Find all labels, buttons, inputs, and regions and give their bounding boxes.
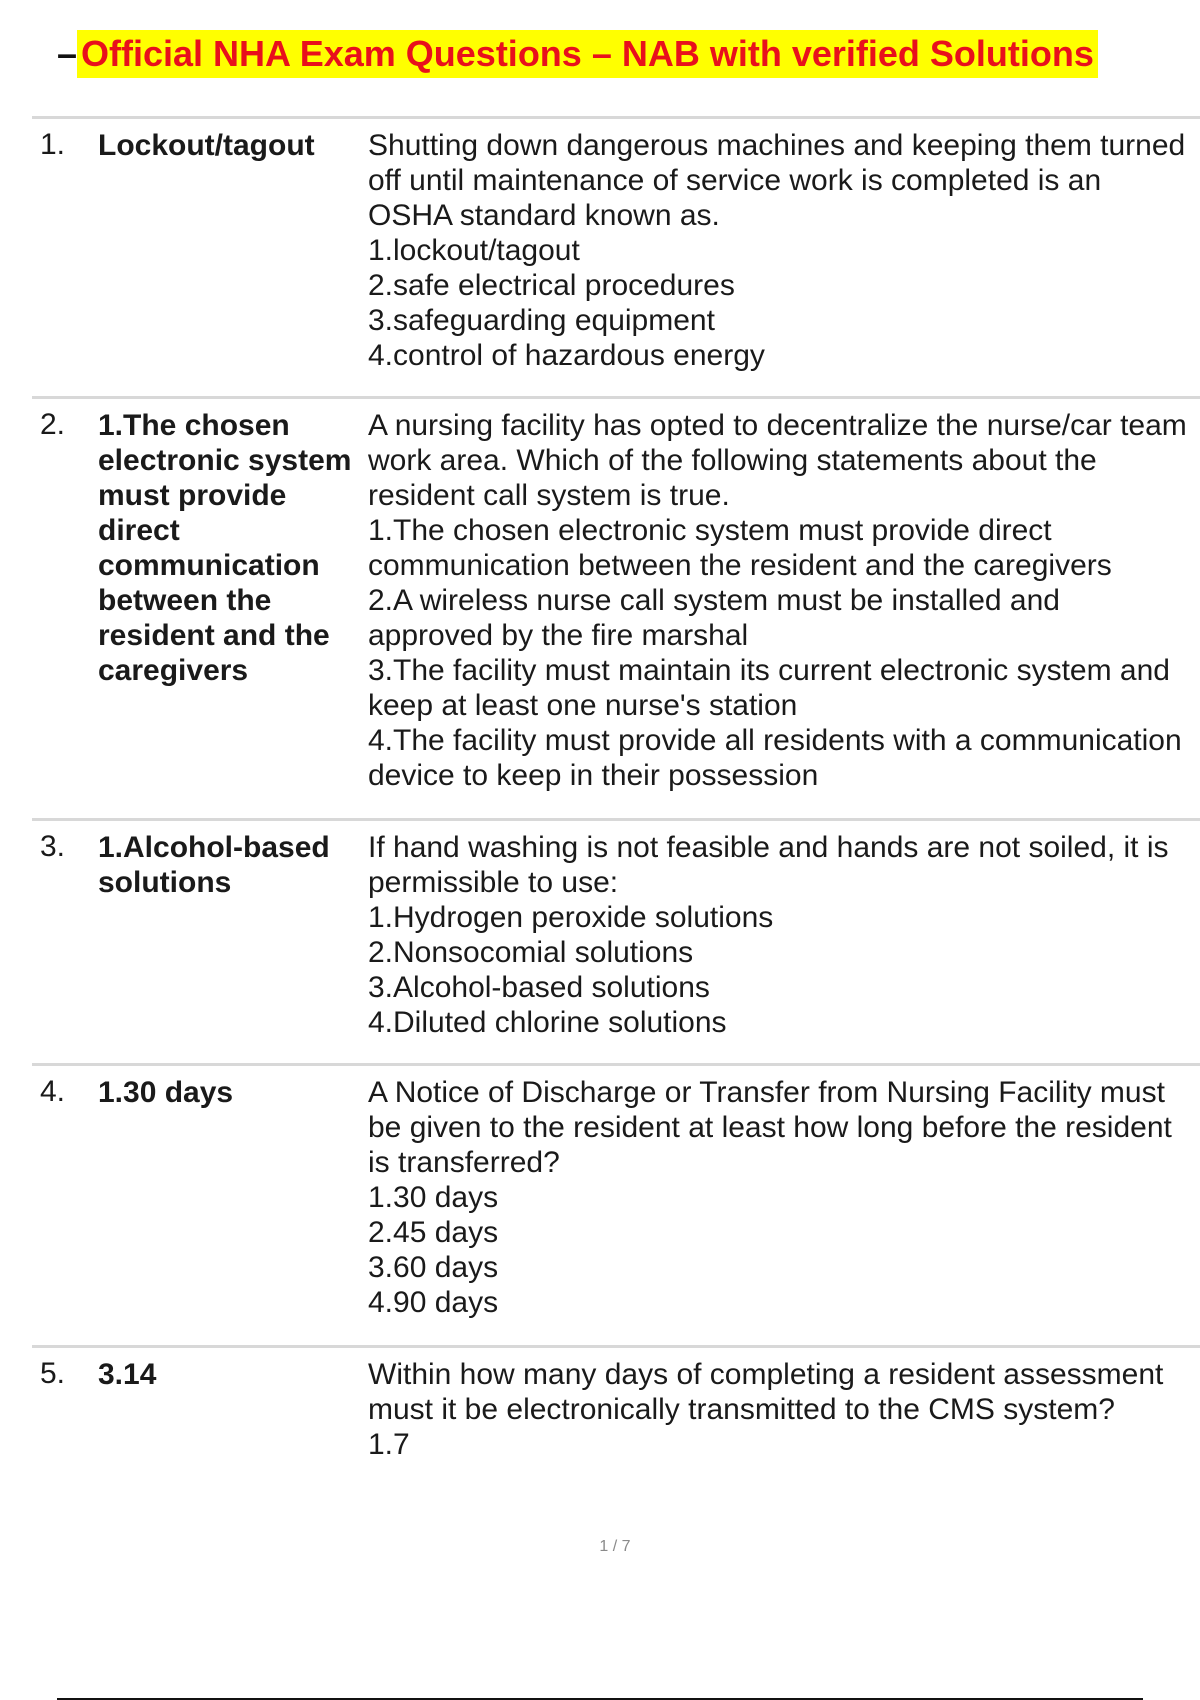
option-item: 1.The chosen electronic system must provide direct communication between the resident and the caregivers	[368, 514, 1112, 582]
row-number: 4.	[40, 1075, 66, 1108]
question-text: A Notice of Discharge or Transfer from Nursing Facility must be given to the resident at least how long before the resident is transferred?	[368, 1076, 1172, 1179]
option-list	[368, 1180, 1190, 1320]
answer-term: 3.14	[98, 1358, 157, 1391]
answer-term: Lockout/tagout	[98, 129, 315, 162]
option-item: 2.safe electrical procedures	[368, 269, 735, 302]
option-item: 4.90 days	[368, 1286, 499, 1319]
option-list	[368, 513, 1190, 793]
document-title: Official NHA Exam Questions – NAB with verified Solutions	[77, 30, 1098, 78]
row-number: 3.	[40, 830, 66, 863]
option-item: 3.safeguarding equipment	[368, 304, 715, 337]
row-number: 1.	[40, 128, 66, 161]
qa-row-1	[32, 116, 1200, 396]
question-block	[368, 1075, 1190, 1345]
option-item: 4.control of hazardous energy	[368, 339, 765, 372]
question-block	[368, 408, 1190, 818]
page-number: 1 / 7	[599, 1538, 631, 1555]
option-item: 3.Alcohol-based solutions	[368, 971, 710, 1004]
option-item: 2.A wireless nurse call system must be installed and approved by the fire marshal	[368, 584, 1060, 652]
question-text: Shutting down dangerous machines and keeping them turned off until maintenance of service work is completed is an OSHA standard known as.	[368, 129, 1186, 232]
question-block	[368, 128, 1190, 396]
option-item: 1.Hydrogen peroxide solutions	[368, 901, 774, 934]
question-block	[368, 830, 1190, 1063]
option-list	[368, 900, 1190, 1040]
option-item: 3.The facility must maintain its current electronic system and keep at least one nurse's station	[368, 654, 1170, 722]
answer-term: 1.Alcohol-based solutions	[98, 831, 330, 899]
qa-row-3	[32, 818, 1200, 1063]
qa-row-4	[32, 1063, 1200, 1345]
question-text: If hand washing is not feasible and hands are not soiled, it is permissible to use:	[368, 831, 1169, 899]
option-item: 2.45 days	[368, 1216, 499, 1249]
option-item: 1.lockout/tagout	[368, 234, 580, 267]
answer-term: 1.The chosen electronic system must provide direct communication between the resident and the caregivers	[98, 409, 352, 687]
row-number: 2.	[40, 408, 66, 441]
title-dash: –	[57, 33, 78, 74]
option-item: 1.7	[368, 1428, 410, 1461]
option-list	[368, 233, 1190, 373]
qa-row-2	[32, 396, 1200, 818]
option-item: 4.Diluted chlorine solutions	[368, 1006, 727, 1039]
qa-row-5	[32, 1345, 1200, 1505]
option-item: 2.Nonsocomial solutions	[368, 936, 694, 969]
option-item: 1.30 days	[368, 1181, 499, 1214]
question-block	[368, 1357, 1190, 1505]
option-item: 3.60 days	[368, 1251, 499, 1284]
qa-table	[32, 116, 1200, 1505]
option-item: 4.The facility must provide all residents with a communication device to keep in their possession	[368, 724, 1182, 792]
question-text: A nursing facility has opted to decentralize the nurse/car team work area. Which of the following statements about the resident call system is true.	[368, 409, 1187, 512]
option-list	[368, 1427, 1190, 1462]
document-header	[57, 30, 1098, 78]
answer-term: 1.30 days	[98, 1076, 234, 1109]
question-text: Within how many days of completing a resident assessment must it be electronically transmitted to the CMS system?	[368, 1358, 1164, 1426]
row-number: 5.	[40, 1357, 66, 1390]
